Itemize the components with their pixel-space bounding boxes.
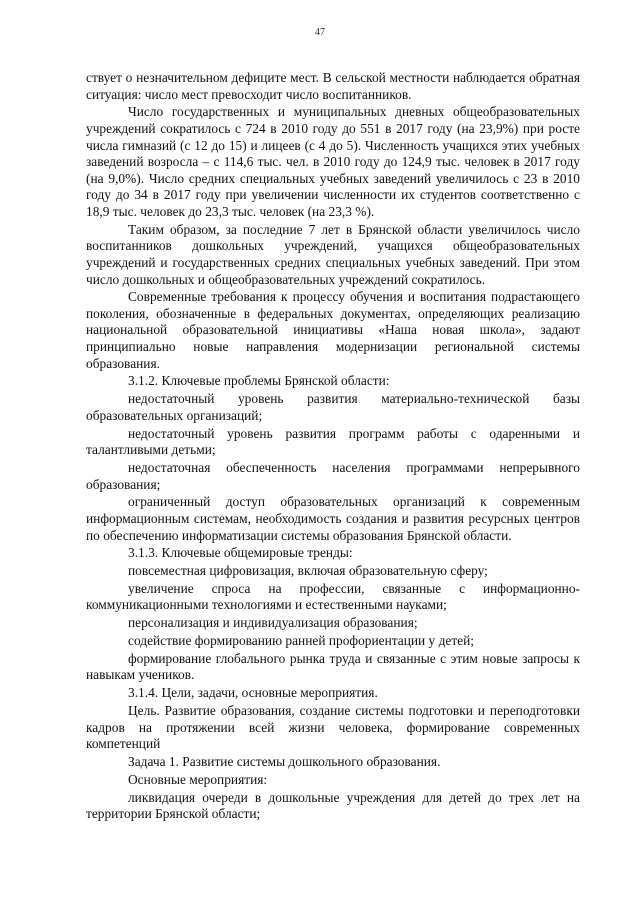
list-item-trend: персонализация и индивидуализация образования; [128, 615, 418, 631]
list-item-problem: недостаточный уровень развития материально-технической базы образовательных организаций; [86, 391, 580, 423]
list-item-problem: недостаточный уровень развития программ работы с одаренными и талантливыми детьми; [86, 425, 580, 458]
list-item-trend: содействие формированию ранней профориентации у детей; [128, 633, 475, 649]
paragraph-goal: Цель. Развитие образования, создание системы подготовки и переподготовки кадров на протяжении всей жизни человека, формирование современных компетенций [86, 702, 580, 752]
page-number: 47 [315, 27, 325, 38]
paragraph-task: Задача 1. Развитие системы дошкольного образования. [128, 753, 441, 769]
paragraph-continuation: ствует о незначительном дефиците мест. В сельской местности наблюдается обратная ситуация: число мест превосходит число воспитанников. [86, 70, 580, 102]
list-item-trend: увеличение спроса на профессии, связанные с информационно-коммуникационными технологиями и естественными науками; [86, 580, 580, 613]
section-heading-trends: 3.1.3. Ключевые общемировые тренды: [128, 545, 353, 561]
section-heading-problems: 3.1.2. Ключевые проблемы Брянской области: [128, 373, 390, 389]
paragraph-summary: Таким образом, за последние 7 лет в Брянской области увеличилось число воспитанников дошкольных учреждений, учащихся общеобразовательных учреждений и государственных средних специальных учебных заведений. При этом число дошкольных и общеобразовательных учреждений сократилось. [86, 221, 580, 287]
list-item-problem: ограниченный доступ образовательных организаций к современным информационным системам, необходимость создания и развития ресурсных центров по обеспечению информатизации системы образования Брянской области. [86, 494, 580, 543]
list-item-problem: недостаточная обеспеченность населения программами непрерывного образования; [86, 459, 580, 492]
list-item-trend: повсеместная цифровизация, включая образовательную сферу; [128, 563, 488, 579]
list-item-trend: формирование глобального рынка труда и связанные с этим новые запросы к навыкам учеников. [86, 650, 580, 683]
paragraph-modern-requirements: Современные требования к процессу обучения и воспитания подрастающего поколения, обозначенные в федеральных документах, определяющих реализацию национальной образовательной инициативы «Наша новая школа», задают принципиально новые направления модернизации региональной системы образования. [86, 289, 580, 371]
paragraph-schools-statistics: Число государственных и муниципальных дневных общеобразовательных учреждений сократилось с 724 в 2010 году до 551 в 2017 году (на 23,9%) при росте числа гимназий (с 12 до 15) и лицеев (с 4 до 5). Численность учащихся этих учебных заведений возросла – с 114,6 тыс. чел. в 2010 году до 124,9 тыс. человек в 2017 году (на 9,0%). Число средних специальных учебных заведений увеличилось с 23 в 2010 году до 34 в 2017 году при увеличении численности их студентов соответственно с 18,9 тыс. человек до 23,3 тыс. человек (на 23,3 %). [86, 104, 580, 219]
list-item-measure: ликвидация очереди в дошкольные учреждения для детей до трех лет на территории Брянской области; [86, 789, 580, 822]
document-body [86, 70, 580, 823]
section-heading-goals: 3.1.4. Цели, задачи, основные мероприятия. [128, 685, 378, 701]
paragraph-measures-heading: Основные мероприятия: [128, 771, 268, 787]
